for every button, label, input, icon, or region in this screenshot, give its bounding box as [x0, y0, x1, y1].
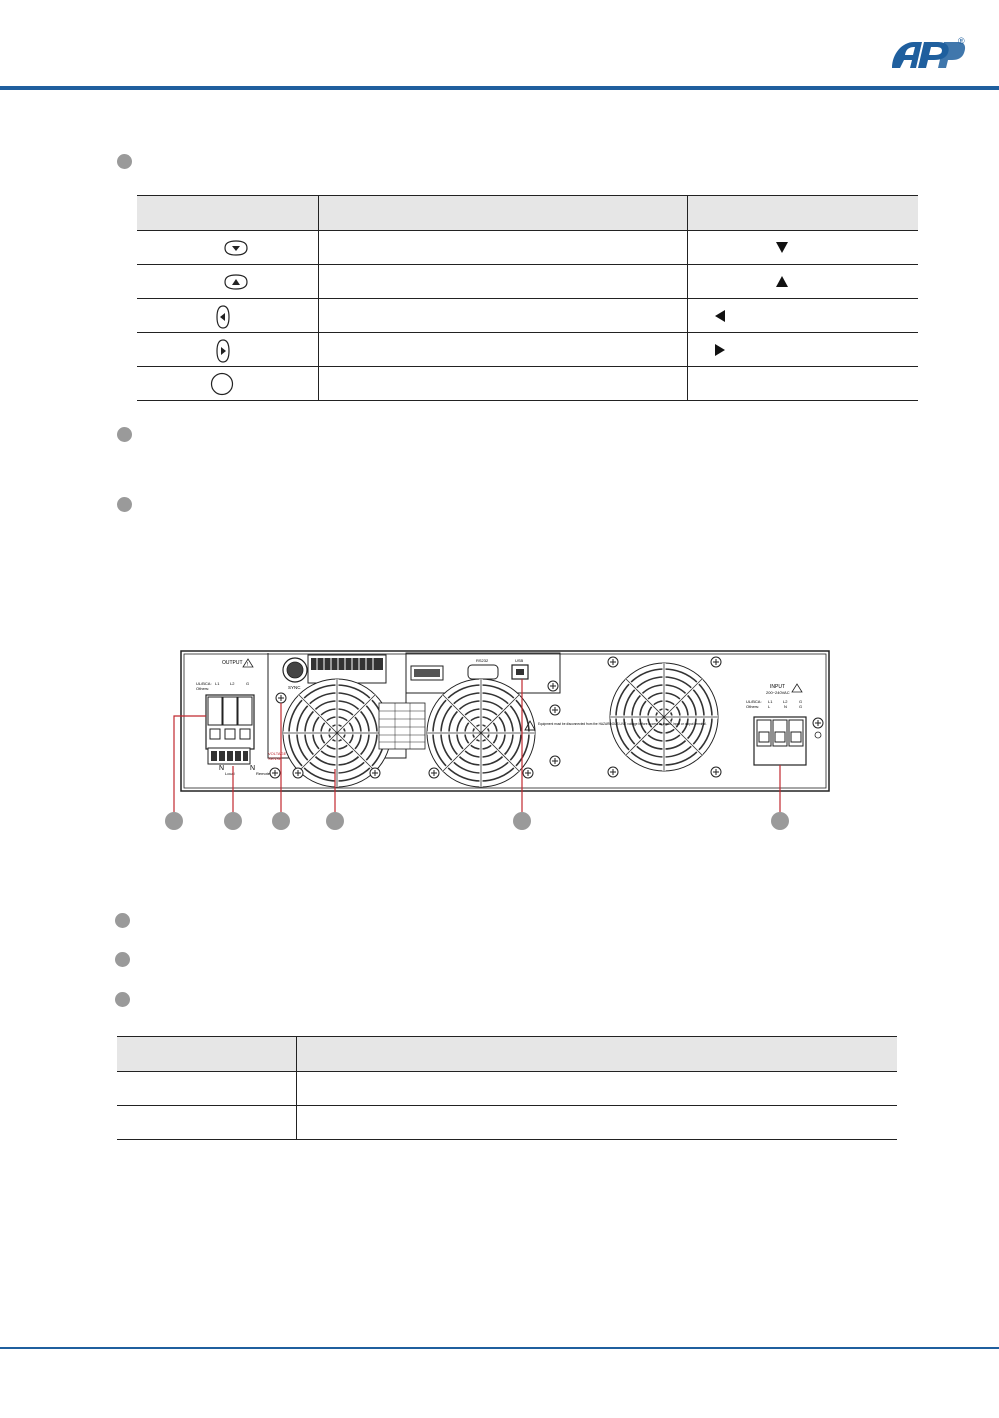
sense-label: SENSE	[268, 756, 282, 761]
table-row	[137, 333, 918, 367]
table-header-row	[137, 196, 918, 231]
table-header-cell	[297, 1037, 898, 1072]
right-key-icon	[215, 338, 231, 364]
function-table	[117, 1036, 897, 1140]
header-rule	[0, 86, 999, 90]
desc-cell	[319, 333, 688, 367]
key-table	[137, 195, 918, 401]
callout-6	[771, 812, 789, 830]
key-cell	[137, 265, 319, 299]
input-others-label: Others:	[746, 704, 760, 709]
callout-3	[272, 812, 290, 830]
registered-mark: ®	[958, 36, 965, 46]
input-l-label: L	[768, 704, 771, 709]
left-triangle-icon	[715, 310, 725, 322]
input-g2-label: G	[799, 704, 803, 709]
table-header-cell	[137, 196, 319, 231]
rs232-label: RS232	[476, 658, 489, 663]
input-range-label: 200~240VAC	[766, 690, 790, 695]
bullet-3	[117, 497, 132, 512]
desc-cell	[319, 265, 688, 299]
symbol-cell	[688, 333, 919, 367]
right-triangle-icon	[715, 344, 725, 356]
key-cell	[137, 333, 319, 367]
table-row	[137, 299, 918, 333]
bullet-4	[115, 913, 130, 928]
input-terminal-block	[754, 717, 806, 765]
voltage-sense-terminal	[208, 748, 250, 764]
up-triangle-icon	[776, 276, 788, 287]
desc-cell	[319, 367, 688, 401]
rear-panel-diagram	[170, 645, 835, 835]
bullet-6	[115, 992, 130, 1007]
desc-cell	[319, 299, 688, 333]
input-ul-label: UL/BCA:	[746, 699, 762, 704]
local-label: Local	[225, 771, 235, 776]
input-n-label: N	[784, 704, 787, 709]
bullet-2	[117, 427, 132, 442]
warning-text: Equipment must be disconnected from the HAZARDOUS LIVE voltage before access to the AC input or output terminal.	[538, 722, 707, 726]
input-g-label: G	[799, 699, 803, 704]
bullet-5	[115, 952, 130, 967]
table-cell	[297, 1072, 898, 1106]
svg-text:!: !	[247, 662, 249, 668]
footer-rule	[0, 1347, 999, 1349]
others-label: Others:	[196, 686, 210, 691]
table-row	[137, 367, 918, 401]
g-label: G	[246, 681, 250, 686]
table-header-row	[117, 1037, 897, 1072]
input-l1-label: L1	[768, 699, 773, 704]
bullet-1	[117, 154, 132, 169]
table-row	[137, 231, 918, 265]
input-label: INPUT	[770, 684, 785, 690]
symbol-cell	[688, 299, 919, 333]
n-local-label: N	[219, 765, 225, 772]
symbol-cell	[688, 265, 919, 299]
rs232-port	[468, 665, 498, 679]
up-key-icon	[223, 274, 249, 290]
input-l2-label: L2	[783, 699, 788, 704]
control-terminal-block	[308, 655, 386, 683]
round-key-icon	[210, 372, 234, 396]
brand-logo	[888, 36, 968, 77]
table-header-cell	[117, 1037, 297, 1072]
l1-label: L1	[215, 681, 220, 686]
voltage-label: VOLTAGE	[268, 751, 287, 756]
callout-2	[224, 812, 242, 830]
remote-label: Remote	[256, 771, 271, 776]
n-remote-label: N	[250, 765, 256, 772]
key-cell	[137, 231, 319, 265]
table-row	[137, 265, 918, 299]
table-cell	[297, 1106, 898, 1140]
symbol-cell	[688, 231, 919, 265]
output-terminal-block	[206, 695, 254, 749]
key-cell	[137, 367, 319, 401]
table-header-cell	[319, 196, 688, 231]
ul-label: UL/BCA:	[196, 681, 212, 686]
table-cell	[117, 1072, 297, 1106]
l2-label: L2	[230, 681, 235, 686]
table-row	[117, 1106, 897, 1140]
fan-grille-middle	[427, 679, 535, 787]
left-key-icon	[215, 304, 231, 330]
symbol-cell	[688, 367, 919, 401]
desc-cell	[319, 231, 688, 265]
callout-1	[165, 812, 183, 830]
table-cell	[117, 1106, 297, 1140]
callout-5	[513, 812, 531, 830]
table-row	[117, 1072, 897, 1106]
callout-4	[326, 812, 344, 830]
fan-grille-right	[610, 663, 718, 771]
output-label: OUTPUT	[222, 660, 243, 666]
table-header-cell	[688, 196, 919, 231]
aap-logo-icon	[888, 36, 968, 72]
down-key-icon	[223, 240, 249, 256]
usb-label: USB	[515, 658, 524, 663]
key-cell	[137, 299, 319, 333]
sync-label: SYNC	[288, 685, 301, 690]
down-triangle-icon	[776, 242, 788, 253]
